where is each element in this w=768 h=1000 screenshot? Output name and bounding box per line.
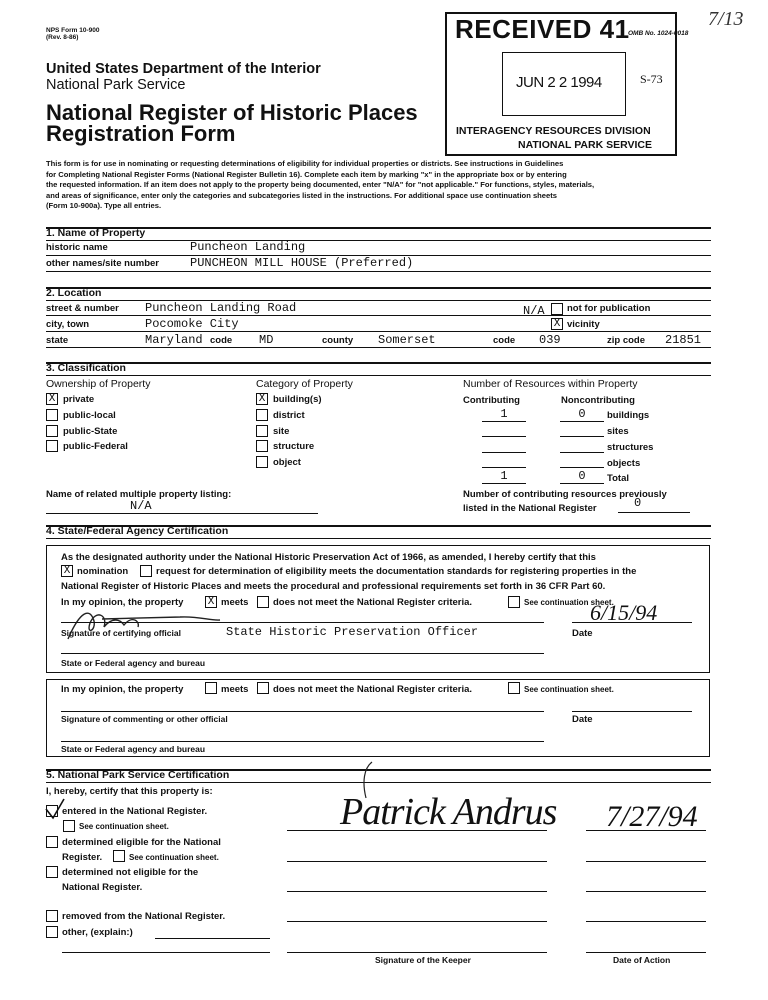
section4-heading: 4. State/Federal Agency Certification <box>46 525 229 537</box>
removed-checkbox[interactable] <box>46 910 58 922</box>
category-site-label: site <box>273 426 290 437</box>
form-title-line1: National Register of Historic Places <box>46 100 418 125</box>
determined-not-eligible-label2: National Register. <box>62 882 143 893</box>
resources-label: Number of Resources within Property <box>463 378 638 390</box>
cert-bureau-label: State or Federal agency and bureau <box>61 658 206 668</box>
field-rule <box>586 861 706 862</box>
buildings-label: buildings <box>607 410 650 421</box>
section-rule <box>46 227 711 229</box>
determined-eligible-checkbox[interactable] <box>46 836 58 848</box>
state-code-label: code <box>210 335 233 346</box>
county-label: county <box>322 335 354 346</box>
stamp-date: JUN 2 2 1994 <box>516 74 602 91</box>
field-rule <box>46 331 711 332</box>
field-rule <box>560 436 604 437</box>
category-structure-label: structure <box>273 441 315 452</box>
ownership-public-local-label: public-local <box>63 410 116 421</box>
field-rule <box>61 653 544 654</box>
comment-meets-checkbox[interactable] <box>205 682 217 694</box>
zip-value[interactable]: 21851 <box>665 333 702 347</box>
date-of-action-label: Date of Action <box>613 955 671 965</box>
street-label: street & number <box>46 303 119 314</box>
continuation-sheet-checkbox[interactable] <box>508 596 520 608</box>
other-names-label: other names/site number <box>46 258 159 269</box>
cert-paragraph-line3: National Register of Historic Places and meets the procedural and professional requirements set forth in 36 CFR Part 60. <box>61 581 606 592</box>
field-rule <box>287 891 547 892</box>
related-listing-value[interactable]: N/A <box>130 499 152 513</box>
ownership-public-local-checkbox[interactable] <box>46 409 58 421</box>
field-rule <box>155 938 270 939</box>
comment-not-meet-checkbox[interactable] <box>257 682 269 694</box>
other-label: other, (explain:) <box>62 927 133 938</box>
contributing-label: Contributing <box>463 395 520 406</box>
corner-handwritten-note: 7/13 <box>708 8 744 30</box>
category-object-checkbox[interactable] <box>256 456 268 468</box>
related-listing-label: Name of related multiple property listing: <box>46 489 232 500</box>
field-rule <box>560 467 604 468</box>
determined-not-eligible-checkbox[interactable] <box>46 866 58 878</box>
category-district-label: district <box>273 410 305 421</box>
field-rule <box>560 421 604 422</box>
city-value[interactable]: Pocomoke City <box>145 317 239 331</box>
entered-label: entered in the National Register. <box>62 806 208 817</box>
agency-title: National Park Service <box>46 77 186 93</box>
certify-statement: I, hereby, certify that this property is: <box>46 786 213 797</box>
field-rule <box>482 467 526 468</box>
keeper-signature-flourish <box>352 760 382 800</box>
section1-heading: 1. Name of Property <box>46 227 146 239</box>
field-rule <box>560 452 604 453</box>
instructions: This form is for use in nominating or requesting determinations of eligibility for individual properties or districts. See instructions in Guidelines for Completing National Register Forms (National Register Bulletin 16). Complete each item by marking "x" in the appropriate box or by entering the requested information. If an item does not apply to the property being documented, enter "N/A" for "not applicable." For functions, styles, materials, and areas of significance, enter only the categories and subcategories listed in the instructions. For additional space use continuation sheets (Form 10-900a). Type all entries. <box>46 159 595 210</box>
field-rule <box>586 952 706 953</box>
street-na: N/A <box>523 304 545 318</box>
structures-label: structures <box>607 442 654 453</box>
contributing-previously-label: Number of contributing resources previously <box>463 489 667 500</box>
field-rule <box>572 711 692 712</box>
cert-date-handwritten: 6/15/94 <box>590 600 658 625</box>
other-names-value[interactable]: PUNCHEON MILL HOUSE (Preferred) <box>190 256 414 270</box>
entered-continuation-checkbox[interactable] <box>63 820 75 832</box>
contributing-previously-value[interactable]: 0 <box>634 496 642 510</box>
category-object-label: object <box>273 457 301 468</box>
continuation-sheet-label: See continuation sheet. <box>524 598 614 607</box>
ownership-public-federal-checkbox[interactable] <box>46 440 58 452</box>
category-buildings-label: building(s) <box>273 394 322 405</box>
historic-name-value[interactable]: Puncheon Landing <box>190 240 306 254</box>
field-rule <box>482 421 526 422</box>
field-rule <box>287 921 547 922</box>
comment-continuation-checkbox[interactable] <box>508 682 520 694</box>
field-rule <box>482 452 526 453</box>
comment-signature-label: Signature of commenting or other official <box>61 714 228 724</box>
county-value[interactable]: Somerset <box>378 333 436 347</box>
sites-label: sites <box>607 426 629 437</box>
objects-label: objects <box>607 458 641 469</box>
removed-label: removed from the National Register. <box>62 911 226 922</box>
field-rule <box>482 483 526 484</box>
county-code-value[interactable]: 039 <box>539 333 561 347</box>
meets-checkbox[interactable]: X <box>205 596 217 608</box>
section-rule <box>46 240 711 241</box>
field-rule <box>61 622 544 623</box>
ownership-public-state-checkbox[interactable] <box>46 425 58 437</box>
field-rule <box>46 271 711 272</box>
category-structure-checkbox[interactable] <box>256 440 268 452</box>
vicinity-label: vicinity <box>567 319 600 330</box>
county-code-label: code <box>493 335 516 346</box>
ownership-label: Ownership of Property <box>46 378 151 390</box>
opinion-label: In my opinion, the property <box>61 597 184 608</box>
comment-continuation-label: See continuation sheet. <box>524 685 614 694</box>
category-district-checkbox[interactable] <box>256 409 268 421</box>
certifying-signature-label: Signature of certifying official <box>61 628 181 638</box>
comment-opinion-label: In my opinion, the property <box>61 684 184 695</box>
ownership-public-state-label: public-State <box>63 426 118 437</box>
does-not-meet-checkbox[interactable] <box>257 596 269 608</box>
omb-number: OMB No. 1024-0018 <box>628 30 689 37</box>
comment-bureau-label: State or Federal agency and bureau <box>61 744 206 754</box>
section-rule <box>46 375 711 376</box>
request-determination-label: request for determination of eligibility meets the documentation standards for registering properties in the <box>156 566 637 577</box>
eligible-continuation-label: See continuation sheet. <box>129 853 219 862</box>
state-value[interactable]: Maryland <box>145 333 203 347</box>
field-rule <box>287 861 547 862</box>
field-rule <box>61 711 544 712</box>
state-code-value[interactable]: MD <box>259 333 274 347</box>
field-rule <box>586 921 706 922</box>
field-rule <box>61 741 544 742</box>
section2-heading: 2. Location <box>46 287 102 299</box>
keeper-signature: Patrick Andrus <box>340 791 557 833</box>
not-for-publication-checkbox[interactable] <box>551 303 563 315</box>
field-rule <box>46 347 711 348</box>
section-rule <box>46 538 711 539</box>
noncontributing-label: Noncontributing <box>561 395 635 406</box>
ownership-private-label: private <box>63 394 95 405</box>
noncontributing-buildings-value[interactable]: 0 <box>578 407 586 421</box>
stamp-service: NATIONAL PARK SERVICE <box>518 139 652 151</box>
other-checkbox[interactable] <box>46 926 58 938</box>
category-label: Category of Property <box>256 378 353 390</box>
city-label: city, town <box>46 319 90 330</box>
nomination-label: nomination <box>77 566 129 577</box>
contributing-total-value[interactable]: 1 <box>500 469 508 483</box>
section3-heading: 3. Classification <box>46 362 126 374</box>
field-rule <box>618 512 690 513</box>
stamp-division: INTERAGENCY RESOURCES DIVISION <box>456 125 651 137</box>
stamp-received-text: RECEIVED 41 <box>455 14 630 44</box>
request-determination-checkbox[interactable] <box>140 565 152 577</box>
stamp-code: S-73 <box>640 72 663 86</box>
section-rule <box>46 362 711 364</box>
cert-date-label: Date <box>572 628 593 639</box>
field-rule <box>482 436 526 437</box>
entered-continuation-label: See continuation sheet. <box>79 822 169 831</box>
comment-meets-label: meets <box>221 684 249 695</box>
historic-name-label: historic name <box>46 242 108 253</box>
street-value[interactable]: Puncheon Landing Road <box>145 301 297 315</box>
total-label: Total <box>607 473 629 484</box>
category-site-checkbox[interactable] <box>256 425 268 437</box>
contributing-buildings-value[interactable]: 1 <box>500 407 508 421</box>
field-rule <box>287 952 547 953</box>
field-rule <box>586 891 706 892</box>
vicinity-checkbox[interactable]: X <box>551 318 563 330</box>
field-rule <box>46 315 711 316</box>
determined-eligible-label: determined eligible for the National <box>62 837 221 848</box>
form-title-line2: Registration Form <box>46 121 236 146</box>
form-number: NPS Form 10-900 (Rev. 8-86) <box>46 27 100 41</box>
eligible-continuation-checkbox[interactable] <box>113 850 125 862</box>
keeper-signature-label: Signature of the Keeper <box>375 955 471 965</box>
state-label: state <box>46 335 69 346</box>
category-buildings-checkbox[interactable]: X <box>256 393 268 405</box>
section5-heading: 5. National Park Service Certification <box>46 769 230 781</box>
ownership-private-checkbox[interactable]: X <box>46 393 58 405</box>
field-rule <box>560 483 604 484</box>
department-title: United States Department of the Interior <box>46 61 321 77</box>
ownership-public-federal-label: public-Federal <box>63 441 128 452</box>
field-rule <box>46 513 318 514</box>
cert-paragraph-line1: As the designated authority under the National Historic Preservation Act of 1966, as amended, I hereby certify that this <box>61 552 596 563</box>
noncontributing-total-value[interactable]: 0 <box>578 469 586 483</box>
certifying-signature <box>60 601 230 646</box>
meets-label: meets <box>221 597 249 608</box>
determined-not-eligible-label: determined not eligible for the <box>62 867 199 878</box>
nomination-checkbox[interactable]: X <box>61 565 73 577</box>
field-rule <box>62 952 270 953</box>
not-for-publication-label: not for publication <box>567 303 651 314</box>
certifying-title-value[interactable]: State Historic Preservation Officer <box>226 625 479 639</box>
does-not-meet-label: does not meet the National Register criteria. <box>273 597 473 608</box>
action-date-handwritten: 7/27/94 <box>606 800 698 833</box>
comment-not-meet-label: does not meet the National Register criteria. <box>273 684 473 695</box>
listed-in-register-label: listed in the National Register <box>463 503 597 514</box>
section-rule <box>46 287 711 289</box>
comment-date-label: Date <box>572 714 593 725</box>
determined-eligible-label2: Register. <box>62 852 103 863</box>
zip-label: zip code <box>607 335 646 346</box>
